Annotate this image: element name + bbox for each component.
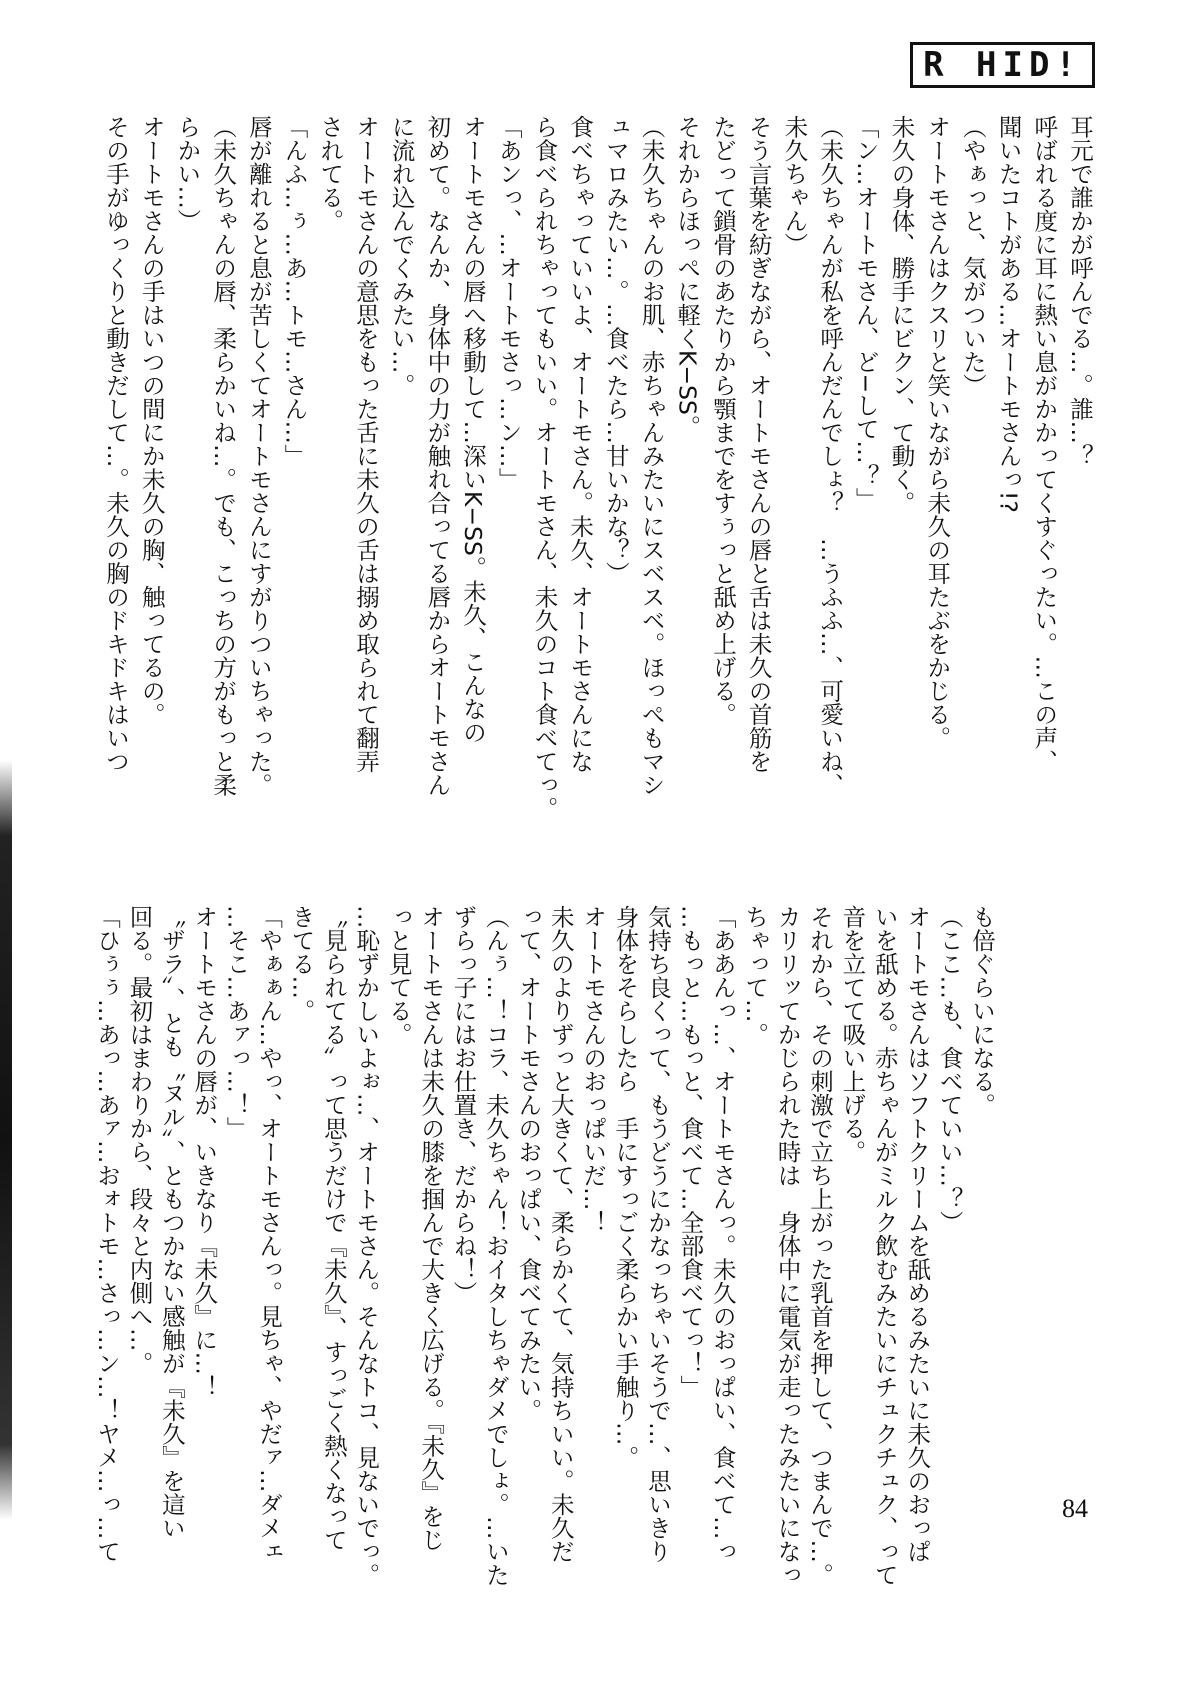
text-line: オートモさんの手はいつの間にか未久の胸、触ってるの。 — [137, 115, 166, 726]
text-line: 「あンっ、…オートモさっ…ン…」 — [494, 115, 523, 491]
text-line: オートモさんのおっぱいだ…！ — [579, 905, 608, 1234]
text-line: （ここ…も、食べていい…？） — [935, 905, 964, 1234]
text-line: 〝ザラ〟、とも〝ヌル〟、ともつかない感触が『未久』を這い — [157, 905, 186, 1540]
text-line: 音を立てて吸い上げる。 — [838, 905, 867, 1164]
text-line: いを舐める。赤ちゃんがミルク飲むみたいにチュクチュク、って — [870, 905, 899, 1587]
text-line: そう言葉を紡ぎながら、オートモさんの唇と舌は未久の首筋を — [744, 115, 773, 773]
text-line: （んぅ…！コラ、未久ちゃん！おイタしちゃダメでしょ。…いた — [481, 905, 510, 1587]
text-line: 「ひぅぅ…あっ…あァ…おォトモ…さっ…ン…！ヤメ…っ…て — [93, 905, 122, 1563]
header-logo: R HID! — [910, 42, 1095, 88]
text-line: されてる。 — [316, 115, 345, 233]
text-line: （未久ちゃんが私を呼んだんでしょ？ …うふふ…、可愛いね、 — [816, 115, 845, 797]
text-line: 未久のよりずっと大きくて、柔らかくて、気持ちいい。未久だ — [546, 905, 575, 1563]
text-line: 未久ちゃん） — [780, 115, 809, 256]
text-line: ちゃって…。 — [741, 905, 770, 1046]
text-line: っと見てる。 — [384, 905, 413, 1046]
text-line: オートモさんはソフトクリームを舐めるみたいに未久のおっぱ — [903, 905, 932, 1563]
text-line: 気持ち良くって、もうどうにかなっちゃいそうで…、思いきり — [643, 905, 672, 1563]
page-number: 84 — [1062, 1494, 1088, 1523]
text-line: カリリッてかじられた時は 身体中に電気が走ったみたいになっ — [773, 905, 802, 1587]
text-line: 聞いたコトがある…オートモさんっ!? — [994, 115, 1023, 513]
text-line: （未久ちゃんの唇、柔らかいね…。でも、こっちの方がもっと柔 — [209, 115, 238, 797]
text-line: ュマロみたい…。…食べたら…甘いかな？） — [601, 115, 630, 585]
text-line: オートモさんは未久の膝を掴んで大きく広げる。『未久』をじ — [417, 905, 446, 1552]
text-line: …そこ…あァっ…！」 — [222, 905, 251, 1140]
text-line: に流れ込んでくみたい…。 — [387, 115, 416, 397]
text-line: 唇が離れると息が苦しくてオートモさんにすがりついちゃった。 — [244, 115, 273, 797]
text-line: 「ああんっ…、オートモさんっ。未久のおっぱい、食べて…っ — [708, 905, 737, 1563]
text-line: 身体をそらしたら 手にすっごく柔らかい手触り…。 — [611, 905, 640, 1469]
text-line: 未久の身体、勝手にビクン、て動く。 — [887, 115, 916, 515]
bottom-text-block — [91, 905, 998, 1605]
text-line: それからほっぺに軽くK−SS。 — [673, 115, 702, 439]
text-line: 〝見られてる〟って思うだけで『未久』、すっごく熱くなって — [319, 905, 348, 1552]
text-line: 「んふ…ぅ…あ…トモ…さん…」 — [280, 115, 309, 468]
text-line: らかい…） — [173, 115, 202, 233]
text-line: きてる…。 — [287, 905, 316, 1023]
text-line: 「やぁぁん…やっ、オートモさんっ。見ちゃ、やだァ…ダメェ — [255, 905, 284, 1563]
text-line: オートモさんの唇へ移動して…深いK−SS。未久、こんなの — [459, 115, 488, 744]
text-line: 呼ばれる度に耳に熱い息がかかってくすぐったい。…この声、 — [1030, 115, 1059, 773]
text-line: …恥ずかしいよぉ…、オートモさん。そんなトコ、見ないでっ。 — [352, 905, 381, 1587]
text-line: それから、その刺激で立ち上がった乳首を押して、つまんで…。 — [805, 905, 834, 1587]
text-line: オートモさんの意思をもった舌に未久の舌は搦め取られて翻弄 — [351, 115, 380, 773]
scan-edge-shadow — [0, 760, 12, 1520]
text-line: （やぁっと、気がついた） — [958, 115, 987, 397]
top-text-block — [97, 115, 1097, 825]
text-line: 回る。最初はまわりから、段々と内側へ…。 — [125, 905, 154, 1375]
text-line: ずらっ子にはお仕置き、だからね！） — [449, 905, 478, 1305]
text-line: …もっと…もっと、食べて…全部食べてっ！」 — [676, 905, 705, 1399]
text-line: って、オートモさんのおっぱい、食べてみたい。 — [514, 905, 543, 1422]
text-line: 食べちゃっていいよ、オートモさん。未久、オートモさんにな — [566, 115, 595, 773]
text-line: 初めて。なんか、身体中の力が触れ合ってる唇からオートモさん — [423, 115, 452, 797]
text-line: 耳元で誰かが呼んでる…。誰…？ — [1066, 115, 1094, 468]
text-line: オートモさんはクスリと笑いながら未久の耳たぶをかじる。 — [923, 115, 952, 750]
text-line: その手がゆっくりと動きだして…。未久の胸のドキドキはいつ — [102, 115, 131, 773]
text-line: 「ン…オートモさん、ど−して…？」 — [851, 115, 880, 511]
text-line: ら食べられちゃってもいい。オートモさん、未久のコト食べてっ。 — [530, 115, 559, 820]
text-line: （未久ちゃんのお肌、赤ちゃんみたいにスベスベ。ほっぺもマシ — [637, 115, 666, 797]
text-line: たどって鎖骨のあたりから顎までをすぅっと舐め上げる。 — [708, 115, 737, 726]
text-line: も倍ぐらいになる。 — [968, 905, 996, 1117]
text-line: オートモさんの唇が、いきなり『未久』に…！ — [190, 905, 219, 1399]
